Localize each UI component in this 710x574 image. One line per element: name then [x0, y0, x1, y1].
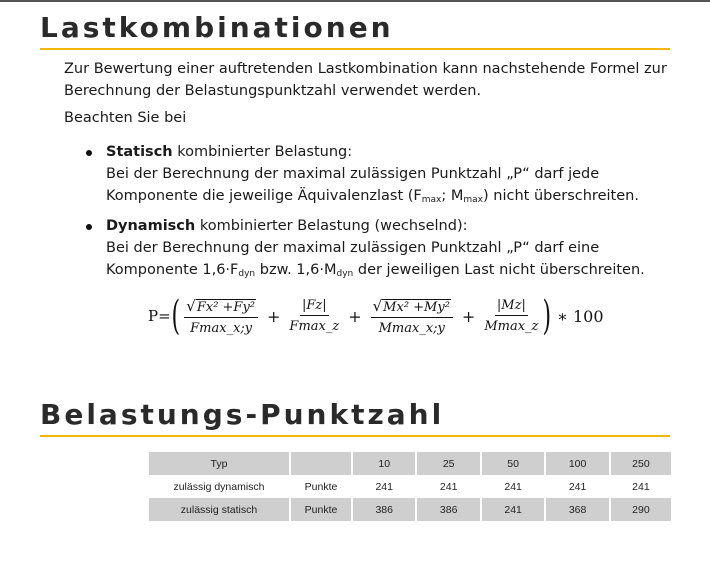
bullet-static	[64, 141, 664, 211]
sqrt-icon: √	[372, 296, 383, 315]
intro-paragraph: Zur Bewertung einer auftretenden Lastkombination kann nachstehende Formel zur Berechnung der Belastungspunktzahl verwendet werden.	[64, 61, 667, 99]
denominator: Fmax_x;y	[190, 320, 253, 336]
subscript: dyn	[336, 269, 354, 279]
table-cell: 241	[481, 475, 545, 498]
table-cell: 386	[352, 498, 416, 521]
bullet-line: der jeweiligen Last nicht überschreiten.	[353, 262, 645, 278]
header-cell: Typ	[149, 452, 290, 475]
title-underline	[40, 435, 670, 437]
fraction-force-xy	[184, 297, 258, 336]
table-cell: zulässig dynamisch	[173, 480, 265, 493]
table-cell: Punkte	[290, 475, 352, 498]
denominator: Mmax_x;y	[378, 320, 445, 336]
table-cell: 241	[610, 475, 671, 498]
header-cell	[290, 452, 352, 475]
right-paren: )	[542, 293, 552, 339]
bullet-bold: Statisch	[106, 144, 173, 160]
bullet-line: ) nicht überschreiten.	[483, 188, 639, 204]
title-underline	[40, 48, 670, 50]
header-cell: 25	[416, 452, 480, 475]
numerator: |Fz|	[300, 298, 329, 316]
top-border	[0, 0, 710, 2]
load-score-formula	[148, 292, 609, 340]
table-cell: 368	[545, 498, 609, 521]
header-cell: 250	[610, 452, 671, 475]
note-paragraph: Beachten Sie bei	[64, 110, 187, 126]
numerator: Fx² +Fy²	[196, 299, 256, 315]
plus-operator: +	[461, 306, 476, 326]
bullet-dot-icon	[86, 224, 92, 230]
table-row	[149, 498, 671, 521]
denominator: Fmax_z	[289, 319, 340, 334]
header-cell: 10	[352, 452, 416, 475]
table-cell: 241	[352, 475, 416, 498]
denominator: Mmax_z	[484, 319, 539, 334]
formula-lhs: P=	[148, 307, 171, 325]
table-header-row	[149, 452, 671, 475]
bullet-dynamic	[64, 215, 664, 285]
plus-operator: +	[267, 306, 281, 326]
bullet-line: ; M	[441, 188, 464, 204]
bullet-line: Komponente 1,6·F	[106, 262, 239, 278]
section-title-lastkombinationen: Lastkombinationen	[40, 11, 394, 44]
bullet-line: Komponente die jeweilige Äquivalenzlast (F	[106, 188, 422, 204]
table-cell: 241	[481, 498, 545, 521]
bullet-rest: kombinierter Belastung (wechselnd):	[195, 218, 468, 234]
numerator: |Mz|	[495, 298, 528, 316]
table-cell: 290	[610, 498, 671, 521]
bullet-bold: Dynamisch	[106, 218, 196, 234]
fraction-moment-z	[484, 298, 538, 334]
table-cell: 386	[416, 498, 480, 521]
subscript: max	[463, 195, 483, 205]
table-cell: Punkte	[290, 498, 352, 521]
subscript: dyn	[238, 269, 256, 279]
header-cell: 100	[545, 452, 609, 475]
table-cell: 241	[416, 475, 480, 498]
table-row	[149, 475, 671, 498]
numerator: Mx² +My²	[383, 299, 450, 315]
bullet-line: bzw. 1,6·M	[255, 262, 337, 278]
left-paren: (	[171, 293, 180, 339]
bullet-line: Bei der Berechnung der maximal zulässigen Punktzahl „P“ darf eine	[106, 240, 600, 256]
table-cell: 241	[545, 475, 609, 498]
table-cell: zulässig statisch	[149, 498, 290, 521]
multiplier: ∗ 100	[557, 306, 604, 326]
fraction-force-z	[289, 298, 339, 334]
bullet-rest: kombinierter Belastung:	[172, 144, 353, 160]
header-cell: 50	[481, 452, 545, 475]
subscript: max	[421, 195, 442, 205]
bullet-dot-icon	[86, 150, 92, 156]
bullet-line: Bei der Berechnung der maximal zulässigen Punktzahl „P“ darf jede	[106, 166, 600, 182]
sqrt-icon: √	[186, 296, 196, 315]
fraction-moment-xy	[371, 297, 453, 336]
bullet-list	[64, 141, 664, 289]
section-title-belastungs-punktzahl: Belastungs-Punktzahl	[40, 398, 445, 431]
plus-operator: +	[348, 306, 362, 326]
points-table	[149, 452, 671, 521]
